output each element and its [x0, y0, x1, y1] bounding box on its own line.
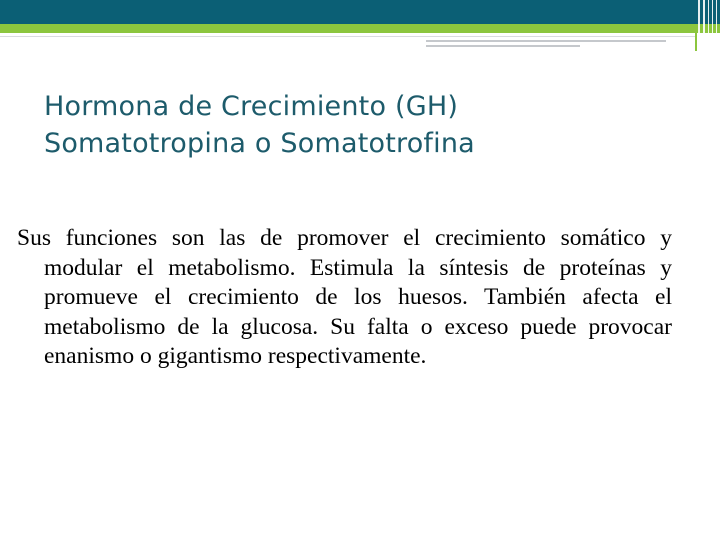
- slide-body-text: Sus funciones son las de promover el crecimiento somático y modular el metabolismo. Estimula la síntesis de proteínas y promueve el crecimiento de los huesos. También afecta el metabolismo de la glucosa. Su falta o exceso puede provocar enanismo o gigantismo respectivamente.: [17, 225, 672, 370]
- banner-stripe: [716, 0, 717, 33]
- decorative-line: [426, 40, 666, 42]
- slide-title-line-2: Somatotropina o Somatotrofina: [44, 128, 475, 159]
- banner-stripe: [708, 0, 709, 33]
- banner-stripe: [703, 0, 705, 33]
- top-banner-green: [0, 24, 720, 33]
- decorative-line: [426, 45, 580, 47]
- banner-vertical-accent: [695, 33, 697, 51]
- banner-stripe: [712, 0, 713, 33]
- banner-underline: [0, 36, 695, 37]
- banner-stripe: [698, 0, 700, 33]
- slide-title-line-1: Hormona de Crecimiento (GH): [44, 91, 459, 122]
- slide-title: [44, 88, 684, 162]
- top-banner-teal: [0, 0, 695, 24]
